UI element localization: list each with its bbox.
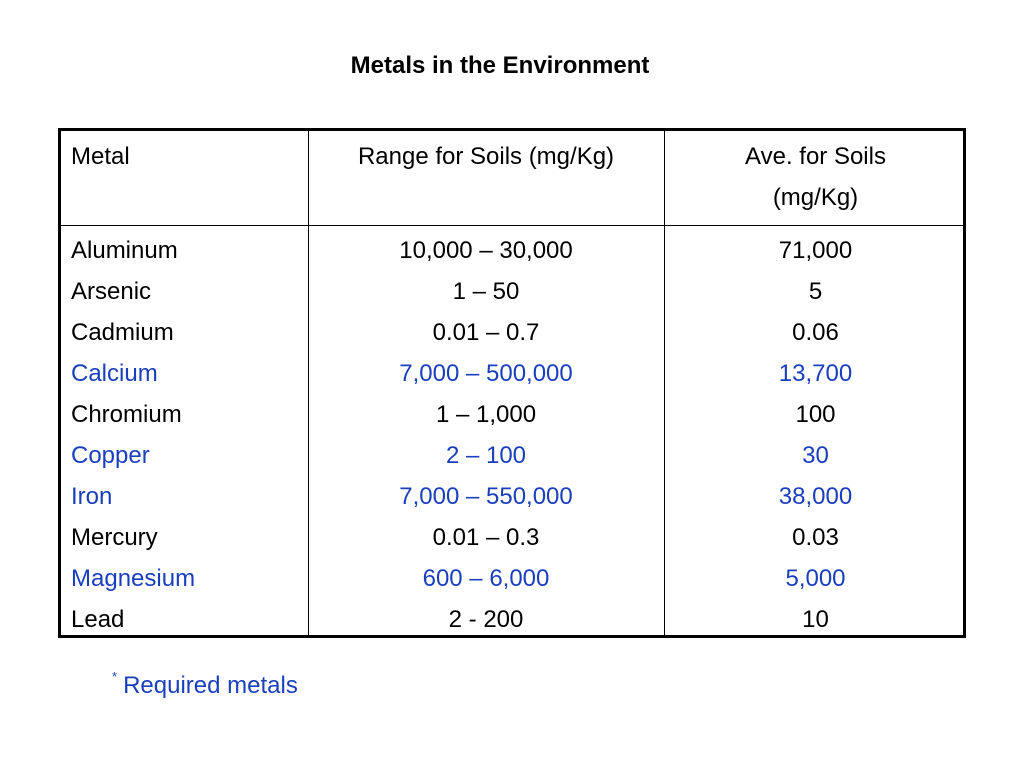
cell-metal: Calcium bbox=[71, 360, 158, 387]
cell-ave: 0.06 bbox=[792, 319, 839, 346]
table-row bbox=[61, 476, 963, 517]
cell-range: 0.01 – 0.7 bbox=[432, 319, 540, 346]
cell-ave: 0.03 bbox=[792, 524, 839, 551]
cell-ave: 71,000 bbox=[778, 237, 853, 264]
cell-range: 2 – 100 bbox=[445, 442, 527, 469]
cell-metal: Magnesium bbox=[71, 565, 196, 592]
table-row bbox=[61, 435, 963, 476]
cell-metal: Chromium bbox=[71, 401, 182, 428]
cell-ave: 30 bbox=[802, 442, 829, 469]
cell-ave: 10 bbox=[802, 606, 829, 633]
cell-range: 600 – 6,000 bbox=[422, 565, 550, 592]
footnote bbox=[112, 668, 298, 707]
cell-metal: Mercury bbox=[71, 524, 158, 551]
header-divider bbox=[61, 225, 963, 226]
table-row bbox=[61, 517, 963, 558]
cell-range: 2 - 200 bbox=[448, 606, 524, 633]
cell-metal: Iron bbox=[71, 483, 113, 510]
table-row bbox=[61, 271, 963, 312]
cell-metal: Lead bbox=[71, 606, 125, 633]
cell-metal: Copper bbox=[71, 442, 150, 469]
table-row bbox=[61, 599, 963, 640]
cell-range: 1 – 50 bbox=[452, 278, 520, 305]
table-row bbox=[61, 230, 963, 271]
table-row bbox=[61, 353, 963, 394]
footnote-text: Required metals bbox=[123, 672, 298, 699]
header-metal: Metal bbox=[71, 143, 130, 170]
page-title: Metals in the Environment bbox=[350, 52, 650, 79]
footnote-marker: * bbox=[112, 669, 118, 684]
cell-metal: Aluminum bbox=[71, 237, 178, 264]
table-row bbox=[61, 312, 963, 353]
cell-range: 10,000 – 30,000 bbox=[399, 237, 573, 264]
cell-range: 7,000 – 550,000 bbox=[399, 483, 573, 510]
header-range: Range for Soils (mg/Kg) bbox=[357, 143, 615, 170]
cell-range: 0.01 – 0.3 bbox=[432, 524, 540, 551]
cell-metal: Arsenic bbox=[71, 278, 152, 305]
cell-ave: 13,700 bbox=[778, 360, 853, 387]
cell-metal: Cadmium bbox=[71, 319, 174, 346]
header-ave-line1: Ave. for Soils bbox=[745, 143, 886, 170]
table-row bbox=[61, 394, 963, 435]
cell-ave: 5 bbox=[808, 278, 823, 305]
cell-ave: 5,000 bbox=[785, 565, 846, 592]
header-ave-line2: (mg/Kg) bbox=[772, 184, 859, 211]
cell-range: 1 – 1,000 bbox=[435, 401, 537, 428]
metals-table bbox=[58, 128, 966, 638]
table-row bbox=[61, 558, 963, 599]
cell-ave: 100 bbox=[795, 401, 836, 428]
cell-range: 7,000 – 500,000 bbox=[399, 360, 573, 387]
cell-ave: 38,000 bbox=[778, 483, 853, 510]
